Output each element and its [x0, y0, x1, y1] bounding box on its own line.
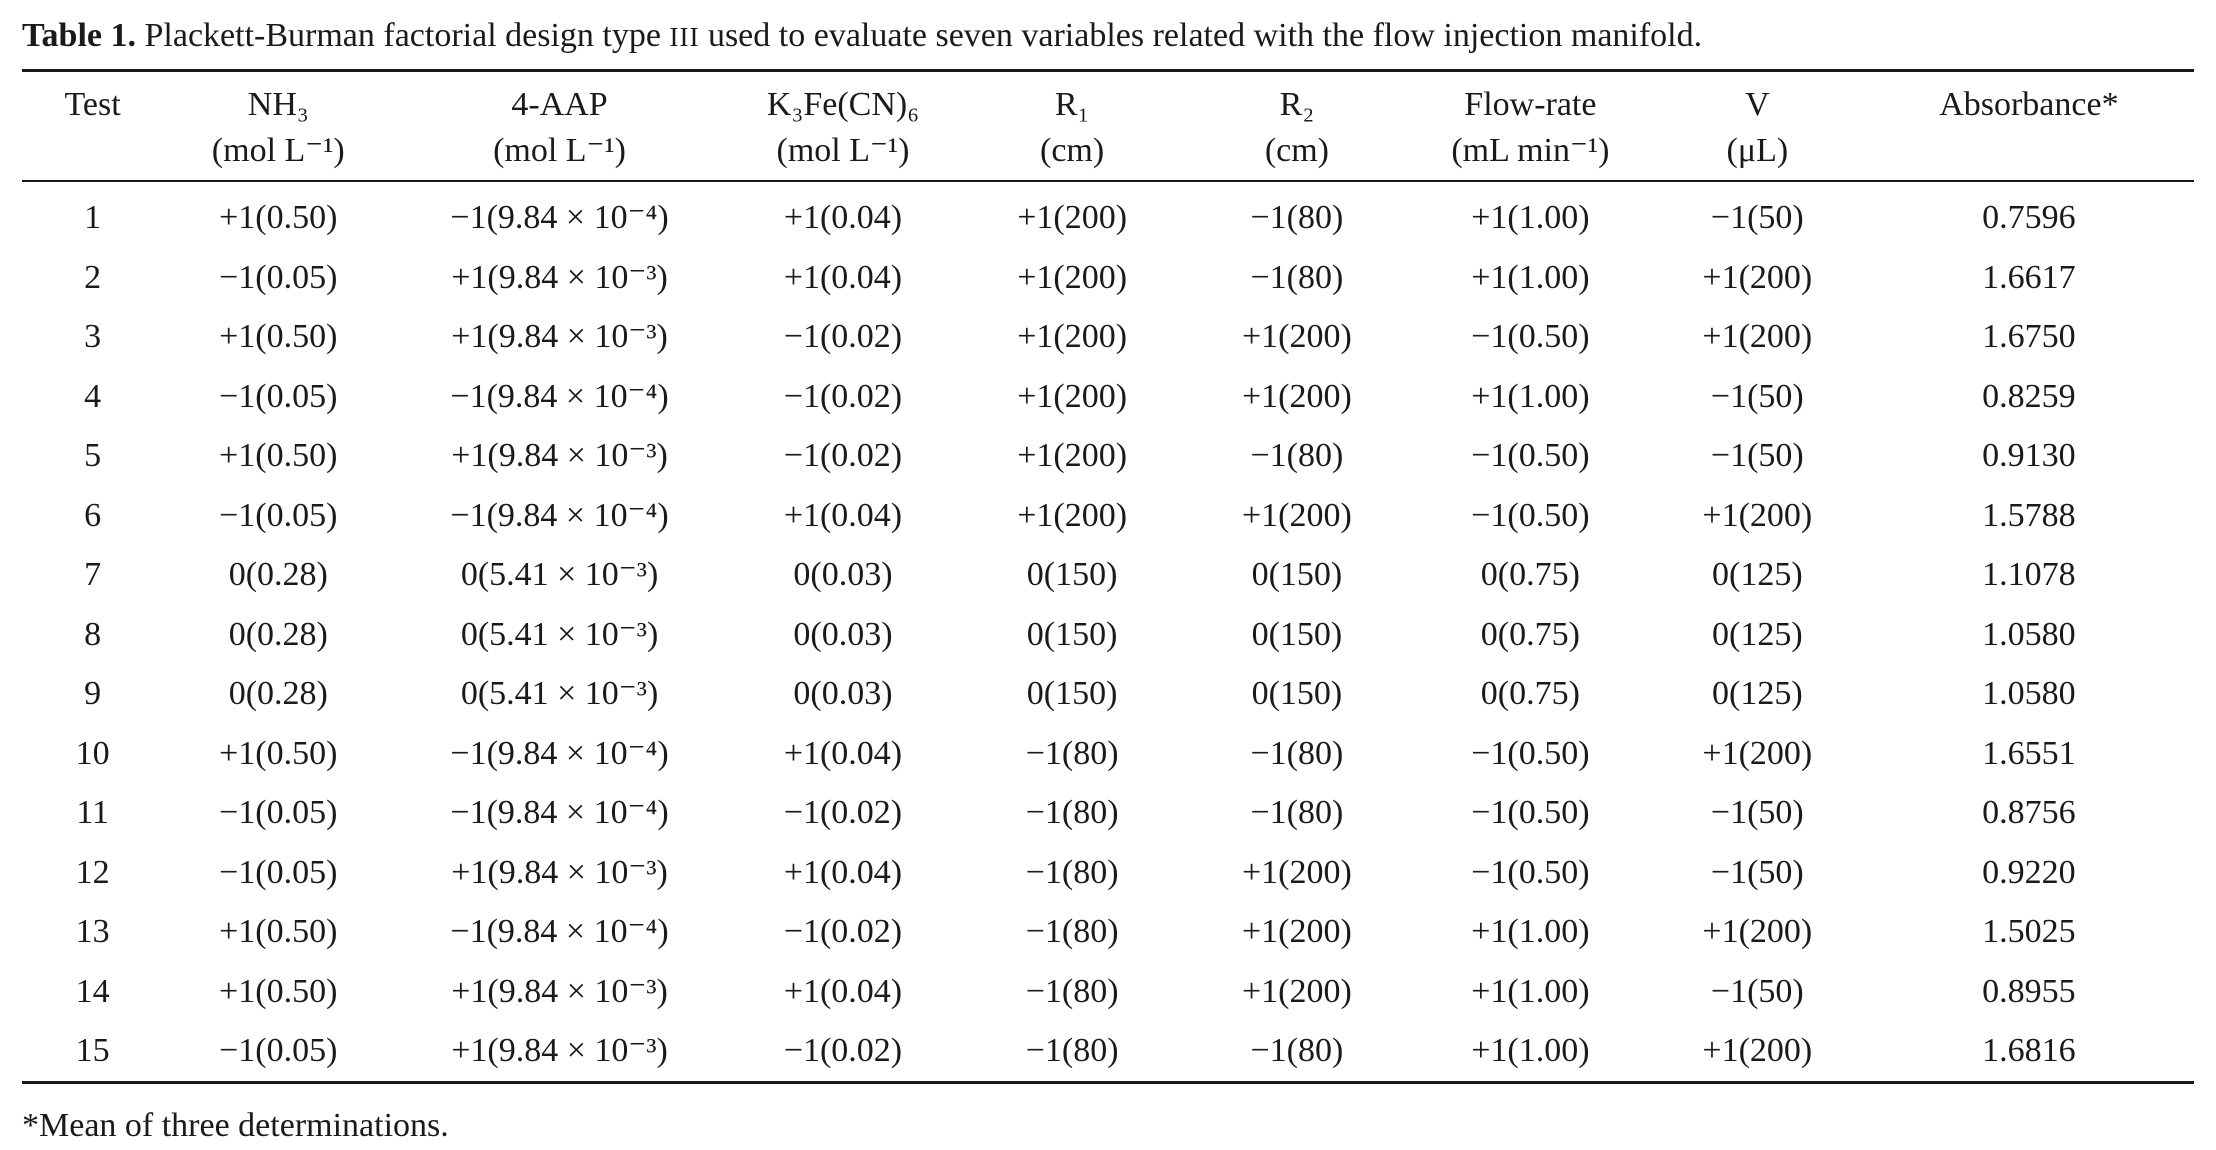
column-header: [1651, 71, 1864, 182]
table-cell: −1(50): [1710, 972, 1804, 1010]
table-cell: 0(150): [1251, 556, 1343, 593]
table-cell: 0(125): [1712, 615, 1803, 653]
table-row: [22, 248, 2194, 308]
table-cell: −1(0.02): [783, 1032, 903, 1069]
table-cell: −1(80): [1025, 794, 1119, 831]
table-cell: +1(0.04): [783, 734, 903, 772]
table-cell: +1(200): [1241, 318, 1352, 355]
table-cell: +1(200): [1702, 496, 1813, 534]
table-cell: −1(0.05): [219, 377, 338, 415]
table-cell: +1(200): [1702, 734, 1813, 772]
table-cell: +1(0.04): [783, 853, 903, 891]
table-header-row: [22, 71, 2194, 182]
table-cell: −1(80): [1025, 913, 1119, 950]
column-name: K₃Fe(CN)₆: [766, 86, 920, 123]
table-cell: 2: [84, 258, 102, 296]
table-cell: 0.7596: [1982, 199, 2076, 236]
column-unit: (mL min⁻¹): [1451, 132, 1610, 169]
table-cell: −1(0.50): [1471, 734, 1590, 772]
table-cell: −1(80): [1250, 199, 1344, 236]
caption-label: Table 1.: [22, 17, 137, 54]
table-cell: +1(1.00): [1471, 258, 1590, 296]
table-row: [22, 962, 2194, 1022]
table-cell: 0(0.28): [228, 615, 328, 653]
table-cell: −1(0.02): [783, 794, 903, 831]
table-cell: +1(200): [1702, 913, 1813, 950]
table-row: [22, 902, 2194, 962]
table-cell: 9: [84, 675, 102, 712]
table-cell: +1(0.50): [219, 199, 338, 236]
table-cell: −1(0.50): [1471, 496, 1590, 534]
column-name: NH₃: [247, 86, 309, 123]
table-cell: 1.5788: [1982, 496, 2076, 534]
column-name: 4-AAP: [511, 86, 608, 123]
table-cell: −1(0.05): [219, 794, 338, 831]
table-cell: 0(150): [1026, 615, 1118, 653]
table-cell: 4: [84, 377, 102, 415]
table-cell: 0(5.41 × 10⁻³): [460, 675, 659, 712]
column-unit: (mol L⁻¹): [493, 132, 627, 169]
table-cell: −1(0.50): [1471, 318, 1590, 355]
table-cell: −1(0.02): [783, 913, 903, 950]
table-cell: 0(0.03): [793, 615, 893, 653]
column-name: Flow-rate: [1464, 86, 1597, 123]
table-cell: 0(150): [1251, 615, 1343, 653]
table-row: [22, 181, 2194, 248]
table-cell: +1(9.84 × 10⁻³): [451, 318, 668, 355]
column-name: R₂: [1279, 86, 1315, 123]
table-cell: 1.5025: [1982, 913, 2076, 950]
table-cell: +1(0.50): [219, 437, 338, 474]
table-cell: −1(50): [1710, 377, 1804, 415]
table-row: [22, 367, 2194, 427]
table-cell: +1(9.84 × 10⁻³): [451, 853, 668, 891]
table-cell: 0(150): [1026, 556, 1118, 593]
table-cell: 6: [84, 496, 102, 534]
table-cell: −1(9.84 × 10⁻⁴): [450, 794, 669, 831]
table-caption: [22, 12, 2194, 61]
column-name: V: [1745, 86, 1770, 123]
table-cell: −1(80): [1250, 258, 1344, 296]
column-header: [726, 71, 961, 182]
table-cell: 7: [84, 556, 102, 593]
table-cell: +1(1.00): [1471, 1032, 1590, 1069]
column-header: [1410, 71, 1651, 182]
column-unit: (cm): [1264, 132, 1329, 169]
table-cell: 0(150): [1026, 675, 1118, 712]
table-cell: +1(200): [1241, 853, 1352, 891]
column-header: [960, 71, 1184, 182]
table-cell: 10: [75, 734, 110, 772]
table-cell: +1(200): [1702, 318, 1813, 355]
table-cell: +1(0.50): [219, 318, 338, 355]
table-cell: 0(0.03): [793, 556, 893, 593]
column-name: R₁: [1054, 86, 1090, 123]
column-header: [163, 71, 393, 182]
table-cell: +1(200): [1017, 496, 1128, 534]
table-cell: −1(0.05): [219, 258, 338, 296]
table-cell: 0.8756: [1982, 794, 2076, 831]
table-cell: 0.9220: [1982, 853, 2076, 891]
table-row: [22, 545, 2194, 605]
table-cell: 1: [84, 199, 102, 236]
table-cell: 1.6816: [1982, 1032, 2076, 1069]
table-cell: 0(0.28): [228, 556, 328, 593]
table-cell: −1(80): [1250, 437, 1344, 474]
table-cell: 5: [84, 437, 102, 474]
table-cell: 0(5.41 × 10⁻³): [460, 556, 659, 593]
column-unit: (μL): [1726, 132, 1789, 169]
table-cell: +1(0.50): [219, 734, 338, 772]
table-cell: 0(125): [1712, 556, 1803, 593]
table-cell: +1(200): [1241, 913, 1352, 950]
table-cell: +1(9.84 × 10⁻³): [451, 437, 668, 474]
table-cell: +1(200): [1241, 972, 1352, 1010]
table-cell: −1(80): [1025, 1032, 1119, 1069]
table-cell: +1(1.00): [1471, 199, 1590, 236]
table-cell: −1(0.02): [783, 437, 903, 474]
table-row: [22, 664, 2194, 724]
caption-text-before: Plackett-Burman factorial design type: [136, 17, 670, 54]
table-cell: −1(80): [1025, 734, 1119, 772]
table-row: [22, 783, 2194, 843]
table-cell: +1(1.00): [1471, 377, 1590, 415]
column-unit: (cm): [1040, 132, 1105, 169]
table-figure: [22, 12, 2194, 1150]
table-cell: −1(0.50): [1471, 853, 1590, 891]
table-cell: 0(125): [1712, 675, 1803, 712]
table-cell: 1.1078: [1982, 556, 2076, 593]
table-cell: +1(9.84 × 10⁻³): [451, 258, 668, 296]
table-cell: +1(0.04): [783, 496, 903, 534]
table-cell: −1(50): [1710, 853, 1804, 891]
table-row: [22, 843, 2194, 903]
table-cell: 0(0.03): [793, 675, 893, 712]
table-cell: −1(0.05): [219, 1032, 338, 1069]
table-row: [22, 486, 2194, 546]
design-table: [22, 69, 2194, 1084]
table-cell: +1(200): [1702, 258, 1813, 296]
column-name: Absorbance*: [1939, 86, 2119, 123]
table-cell: +1(0.50): [219, 972, 338, 1010]
table-cell: +1(1.00): [1471, 913, 1590, 950]
column-name: Test: [64, 86, 121, 123]
table-cell: 0(0.75): [1480, 615, 1580, 653]
table-cell: −1(0.50): [1471, 794, 1590, 831]
table-cell: 13: [75, 913, 110, 950]
column-unit: (mol L⁻¹): [776, 132, 910, 169]
table-cell: −1(9.84 × 10⁻⁴): [450, 496, 669, 534]
table-cell: −1(0.02): [783, 377, 903, 415]
table-cell: −1(0.02): [783, 318, 903, 355]
caption-text-after: used to evaluate seven variables related with the flow injection manifold.: [699, 17, 1703, 54]
table-cell: −1(80): [1250, 1032, 1344, 1069]
table-cell: 1.6551: [1982, 734, 2076, 772]
table-cell: 1.0580: [1982, 615, 2076, 653]
column-header: [393, 71, 725, 182]
table-row: [22, 1021, 2194, 1082]
table-cell: −1(80): [1250, 794, 1344, 831]
table-cell: +1(200): [1017, 258, 1128, 296]
table-cell: 1.6750: [1982, 318, 2076, 355]
table-cell: +1(0.50): [219, 913, 338, 950]
table-cell: −1(0.50): [1471, 437, 1590, 474]
table-cell: +1(200): [1017, 199, 1128, 236]
table-cell: 0(0.75): [1480, 675, 1580, 712]
column-unit: (mol L⁻¹): [211, 132, 345, 169]
table-cell: +1(200): [1241, 496, 1352, 534]
table-cell: −1(9.84 × 10⁻⁴): [450, 913, 669, 950]
table-cell: −1(80): [1250, 734, 1344, 772]
table-cell: +1(0.04): [783, 258, 903, 296]
table-cell: −1(50): [1710, 199, 1804, 236]
table-cell: 0(0.75): [1480, 556, 1580, 593]
table-row: [22, 724, 2194, 784]
table-cell: 0.9130: [1982, 437, 2076, 474]
table-cell: +1(0.04): [783, 199, 903, 236]
table-body: [22, 181, 2194, 1082]
column-header: [22, 71, 163, 182]
table-cell: −1(50): [1710, 794, 1804, 831]
table-row: [22, 426, 2194, 486]
table-cell: +1(200): [1017, 377, 1128, 415]
table-cell: −1(9.84 × 10⁻⁴): [450, 377, 669, 415]
table-footnote: *Mean of three determinations.: [22, 1106, 449, 1144]
table-cell: 12: [75, 853, 110, 891]
table-cell: 0(0.28): [228, 675, 328, 712]
table-cell: 0(150): [1251, 675, 1343, 712]
table-cell: −1(80): [1025, 972, 1119, 1010]
caption-design-type: III: [669, 22, 700, 52]
table-cell: +1(9.84 × 10⁻³): [451, 1032, 668, 1069]
table-cell: +1(200): [1017, 318, 1128, 355]
table-cell: 3: [84, 318, 102, 355]
table-cell: +1(9.84 × 10⁻³): [451, 972, 668, 1010]
table-cell: 0.8259: [1982, 377, 2076, 415]
table-cell: −1(0.05): [219, 853, 338, 891]
table-cell: −1(9.84 × 10⁻⁴): [450, 734, 669, 772]
table-cell: 11: [76, 794, 109, 831]
table-row: [22, 605, 2194, 665]
table-cell: +1(200): [1241, 377, 1352, 415]
table-cell: +1(200): [1017, 437, 1128, 474]
table-cell: 0.8955: [1982, 972, 2076, 1010]
column-header: [1864, 71, 2194, 182]
table-row: [22, 307, 2194, 367]
table-cell: −1(9.84 × 10⁻⁴): [450, 199, 669, 236]
table-cell: 15: [75, 1032, 110, 1069]
table-cell: 14: [75, 972, 110, 1010]
table-cell: −1(50): [1710, 437, 1804, 474]
table-cell: 0(5.41 × 10⁻³): [460, 615, 659, 653]
column-header: [1184, 71, 1410, 182]
table-cell: +1(200): [1702, 1032, 1813, 1069]
table-cell: 8: [84, 615, 102, 653]
table-cell: −1(0.05): [219, 496, 338, 534]
table-cell: −1(80): [1025, 853, 1119, 891]
table-cell: +1(0.04): [783, 972, 903, 1010]
table-cell: 1.0580: [1982, 675, 2076, 712]
table-cell: 1.6617: [1982, 258, 2076, 296]
table-cell: +1(1.00): [1471, 972, 1590, 1010]
